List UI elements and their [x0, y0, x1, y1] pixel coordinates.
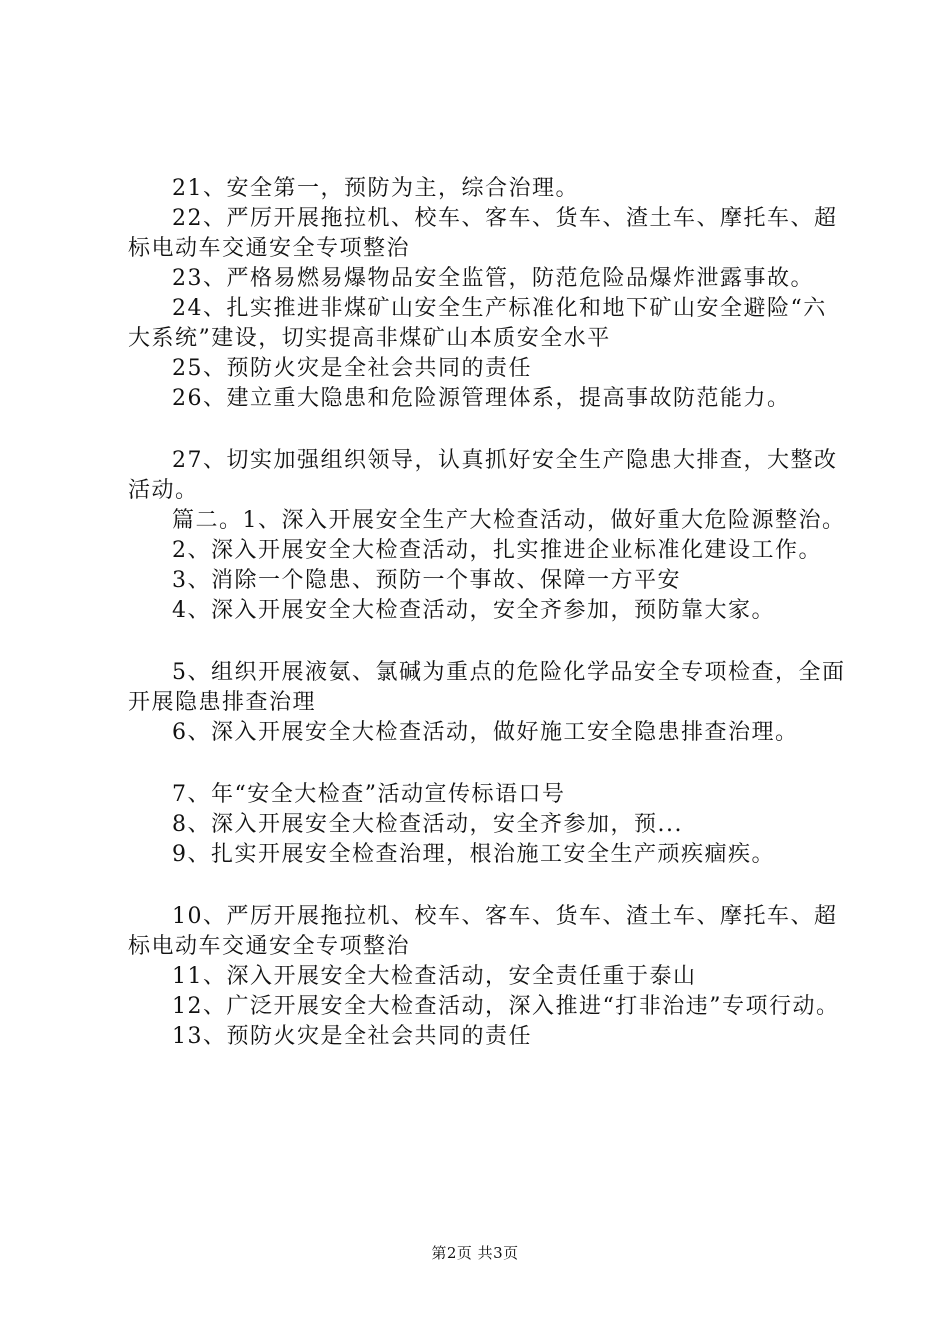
list-item: 3、消除一个隐患、预防一个事故、保障一方平安: [172, 568, 681, 593]
list-item: 7、年“安全大检查”活动宣传标语口号: [172, 782, 566, 807]
list-item: 6、深入开展安全大检查活动，做好施工安全隐患排查治理。: [172, 720, 799, 745]
list-item: 4、深入开展安全大检查活动，安全齐参加，预防靠大家。: [172, 598, 775, 623]
list-item: 2、深入开展安全大检查活动，扎实推进企业标准化建设工作。: [172, 538, 822, 563]
list-item: 21、安全第一，预防为主，综合治理。: [172, 176, 579, 201]
list-item: 8、深入开展安全大检查活动，安全齐参加，预...: [172, 812, 683, 837]
list-item: 12、广泛开展安全大检查活动，深入推进“打非治违”专项行动。: [172, 994, 840, 1019]
list-item: 24、扎实推进非煤矿山安全生产标准化和地下矿山安全避险“六大系统”建设，切实提高非煤矿山本质安全水平: [128, 296, 827, 351]
document-body: [128, 174, 848, 1052]
list-item: 27、切实加强组织领导，认真抓好安全生产隐患大排查，大整改活动。: [128, 448, 838, 503]
list-item: 5、组织开展液氨、氯碱为重点的危险化学品安全专项检查，全面开展隐患排查治理: [128, 660, 846, 715]
list-item: 篇二。1、深入开展安全生产大检查活动，做好重大危险源整治。: [172, 508, 846, 533]
list-item: 25、预防火灾是全社会共同的责任: [172, 356, 532, 381]
list-item: 9、扎实开展安全检查治理，根治施工安全生产顽疾痼疾。: [172, 842, 775, 867]
list-item: 10、严厉开展拖拉机、校车、客车、货车、渣土车、摩托车、超标电动车交通安全专项整治: [128, 904, 838, 959]
list-item: 22、严厉开展拖拉机、校车、客车、货车、渣土车、摩托车、超标电动车交通安全专项整治: [128, 206, 838, 261]
list-item: 26、建立重大隐患和危险源管理体系，提高事故防范能力。: [172, 386, 791, 411]
page-footer: 第2页 共3页: [431, 1244, 519, 1262]
list-item: 13、预防火灾是全社会共同的责任: [172, 1024, 532, 1049]
list-item: 23、严格易燃易爆物品安全监管，防范危险品爆炸泄露事故。: [172, 266, 814, 291]
list-item: 11、深入开展安全大检查活动，安全责任重于泰山: [172, 964, 697, 989]
